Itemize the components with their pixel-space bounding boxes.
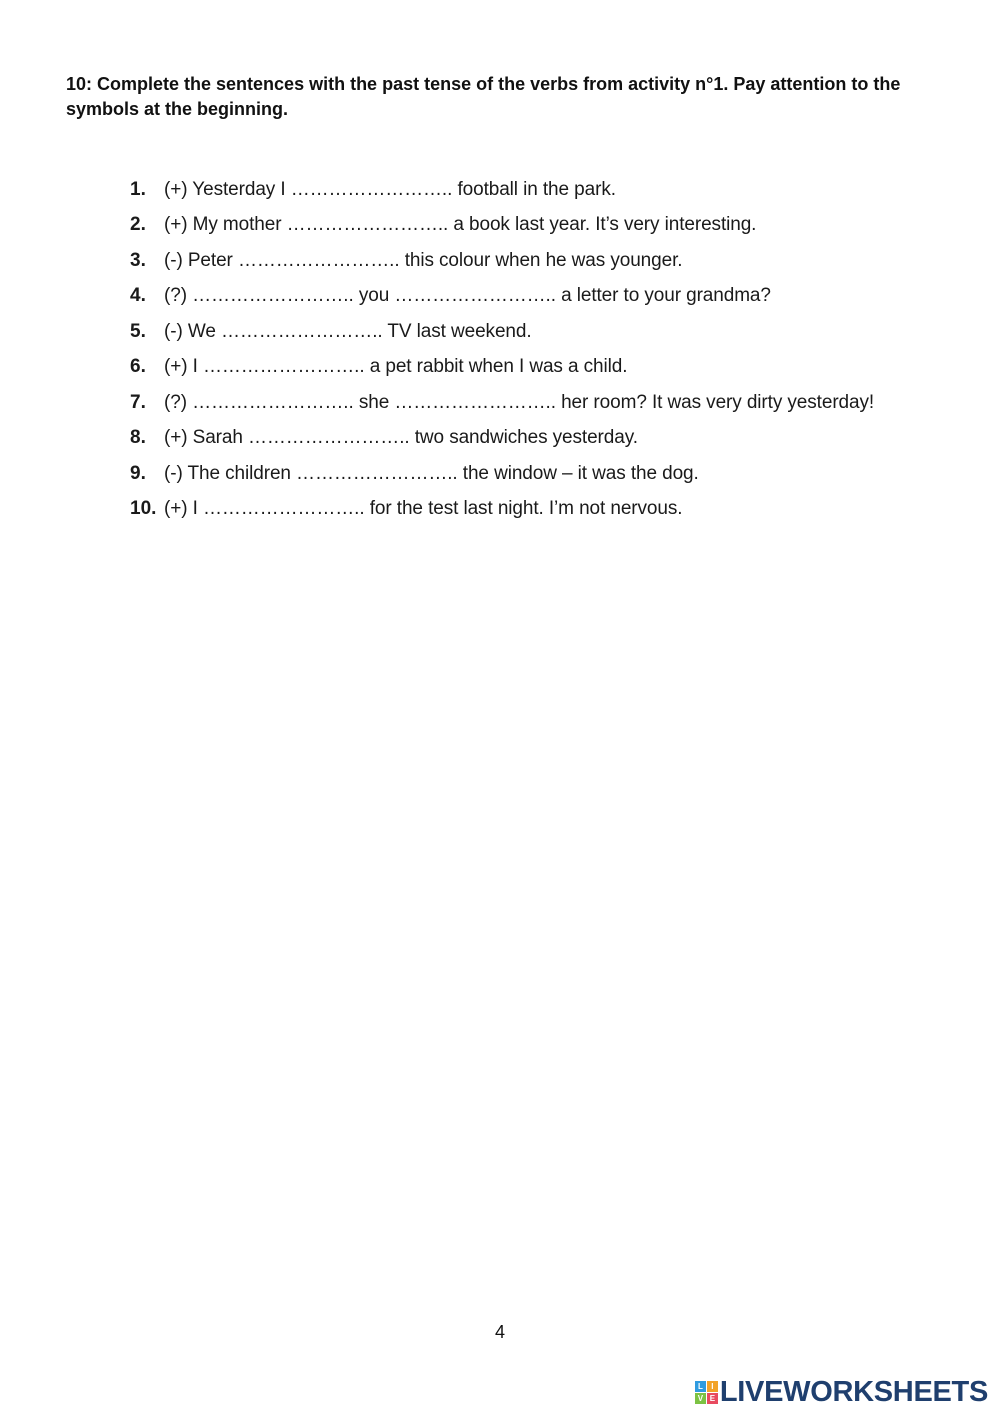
- item-number: 8.: [130, 427, 146, 449]
- item-text: (?) …………………….. she …………………….. her room? It was very dirty yesterday!: [164, 391, 875, 413]
- exercise-item: [130, 279, 950, 315]
- brand-name: LIVEWORKSHEETS: [719, 1376, 988, 1408]
- page-number: 4: [494, 1322, 505, 1342]
- exercise-item: [130, 243, 950, 279]
- logo-letter-i: I: [707, 1381, 718, 1392]
- exercise-list: [130, 172, 950, 527]
- logo-letter-v: V: [695, 1393, 706, 1404]
- item-text: (+) Sarah …………………….. two sandwiches yesterday.: [164, 427, 638, 449]
- item-number: 1.: [130, 178, 146, 200]
- exercise-item: [130, 385, 950, 421]
- exercise-item: [130, 492, 950, 528]
- live-grid-icon: [695, 1381, 718, 1404]
- item-number: 4.: [130, 285, 146, 307]
- item-number: 6.: [130, 356, 146, 378]
- item-text: (+) I …………………….. a pet rabbit when I was a child.: [164, 356, 628, 378]
- exercise-item: [130, 456, 950, 492]
- liveworksheets-logo: [695, 1376, 988, 1409]
- exercise-item: [130, 208, 950, 244]
- instructions-heading: 10: Complete the sentences with the past tense of the verbs from activity n°1. Pay attention to the symbols at the beginning.: [66, 74, 901, 119]
- exercise-item: [130, 421, 950, 457]
- item-number: 9.: [130, 462, 146, 484]
- item-text: (-) We …………………….. TV last weekend.: [164, 320, 532, 342]
- item-text: (+) Yesterday I …………………….. football in the park.: [164, 178, 616, 200]
- logo-letter-e: E: [707, 1393, 718, 1404]
- item-number: 3.: [130, 249, 146, 271]
- item-text: (?) …………………….. you …………………….. a letter to your grandma?: [164, 285, 771, 307]
- item-text: (+) I …………………….. for the test last night. I’m not nervous.: [164, 498, 683, 520]
- exercise-item: [130, 172, 950, 208]
- item-text: (+) My mother …………………….. a book last year. It’s very interesting.: [164, 214, 757, 236]
- logo-letter-l: L: [695, 1381, 706, 1392]
- exercise-item: [130, 314, 950, 350]
- exercise-item: [130, 350, 950, 386]
- item-number: 2.: [130, 214, 146, 236]
- item-text: (-) Peter …………………….. this colour when he was younger.: [164, 249, 683, 271]
- item-number: 5.: [130, 320, 146, 342]
- item-text: (-) The children …………………….. the window – it was the dog.: [164, 462, 699, 484]
- item-number: 7.: [130, 391, 146, 413]
- item-number: 10.: [130, 498, 157, 520]
